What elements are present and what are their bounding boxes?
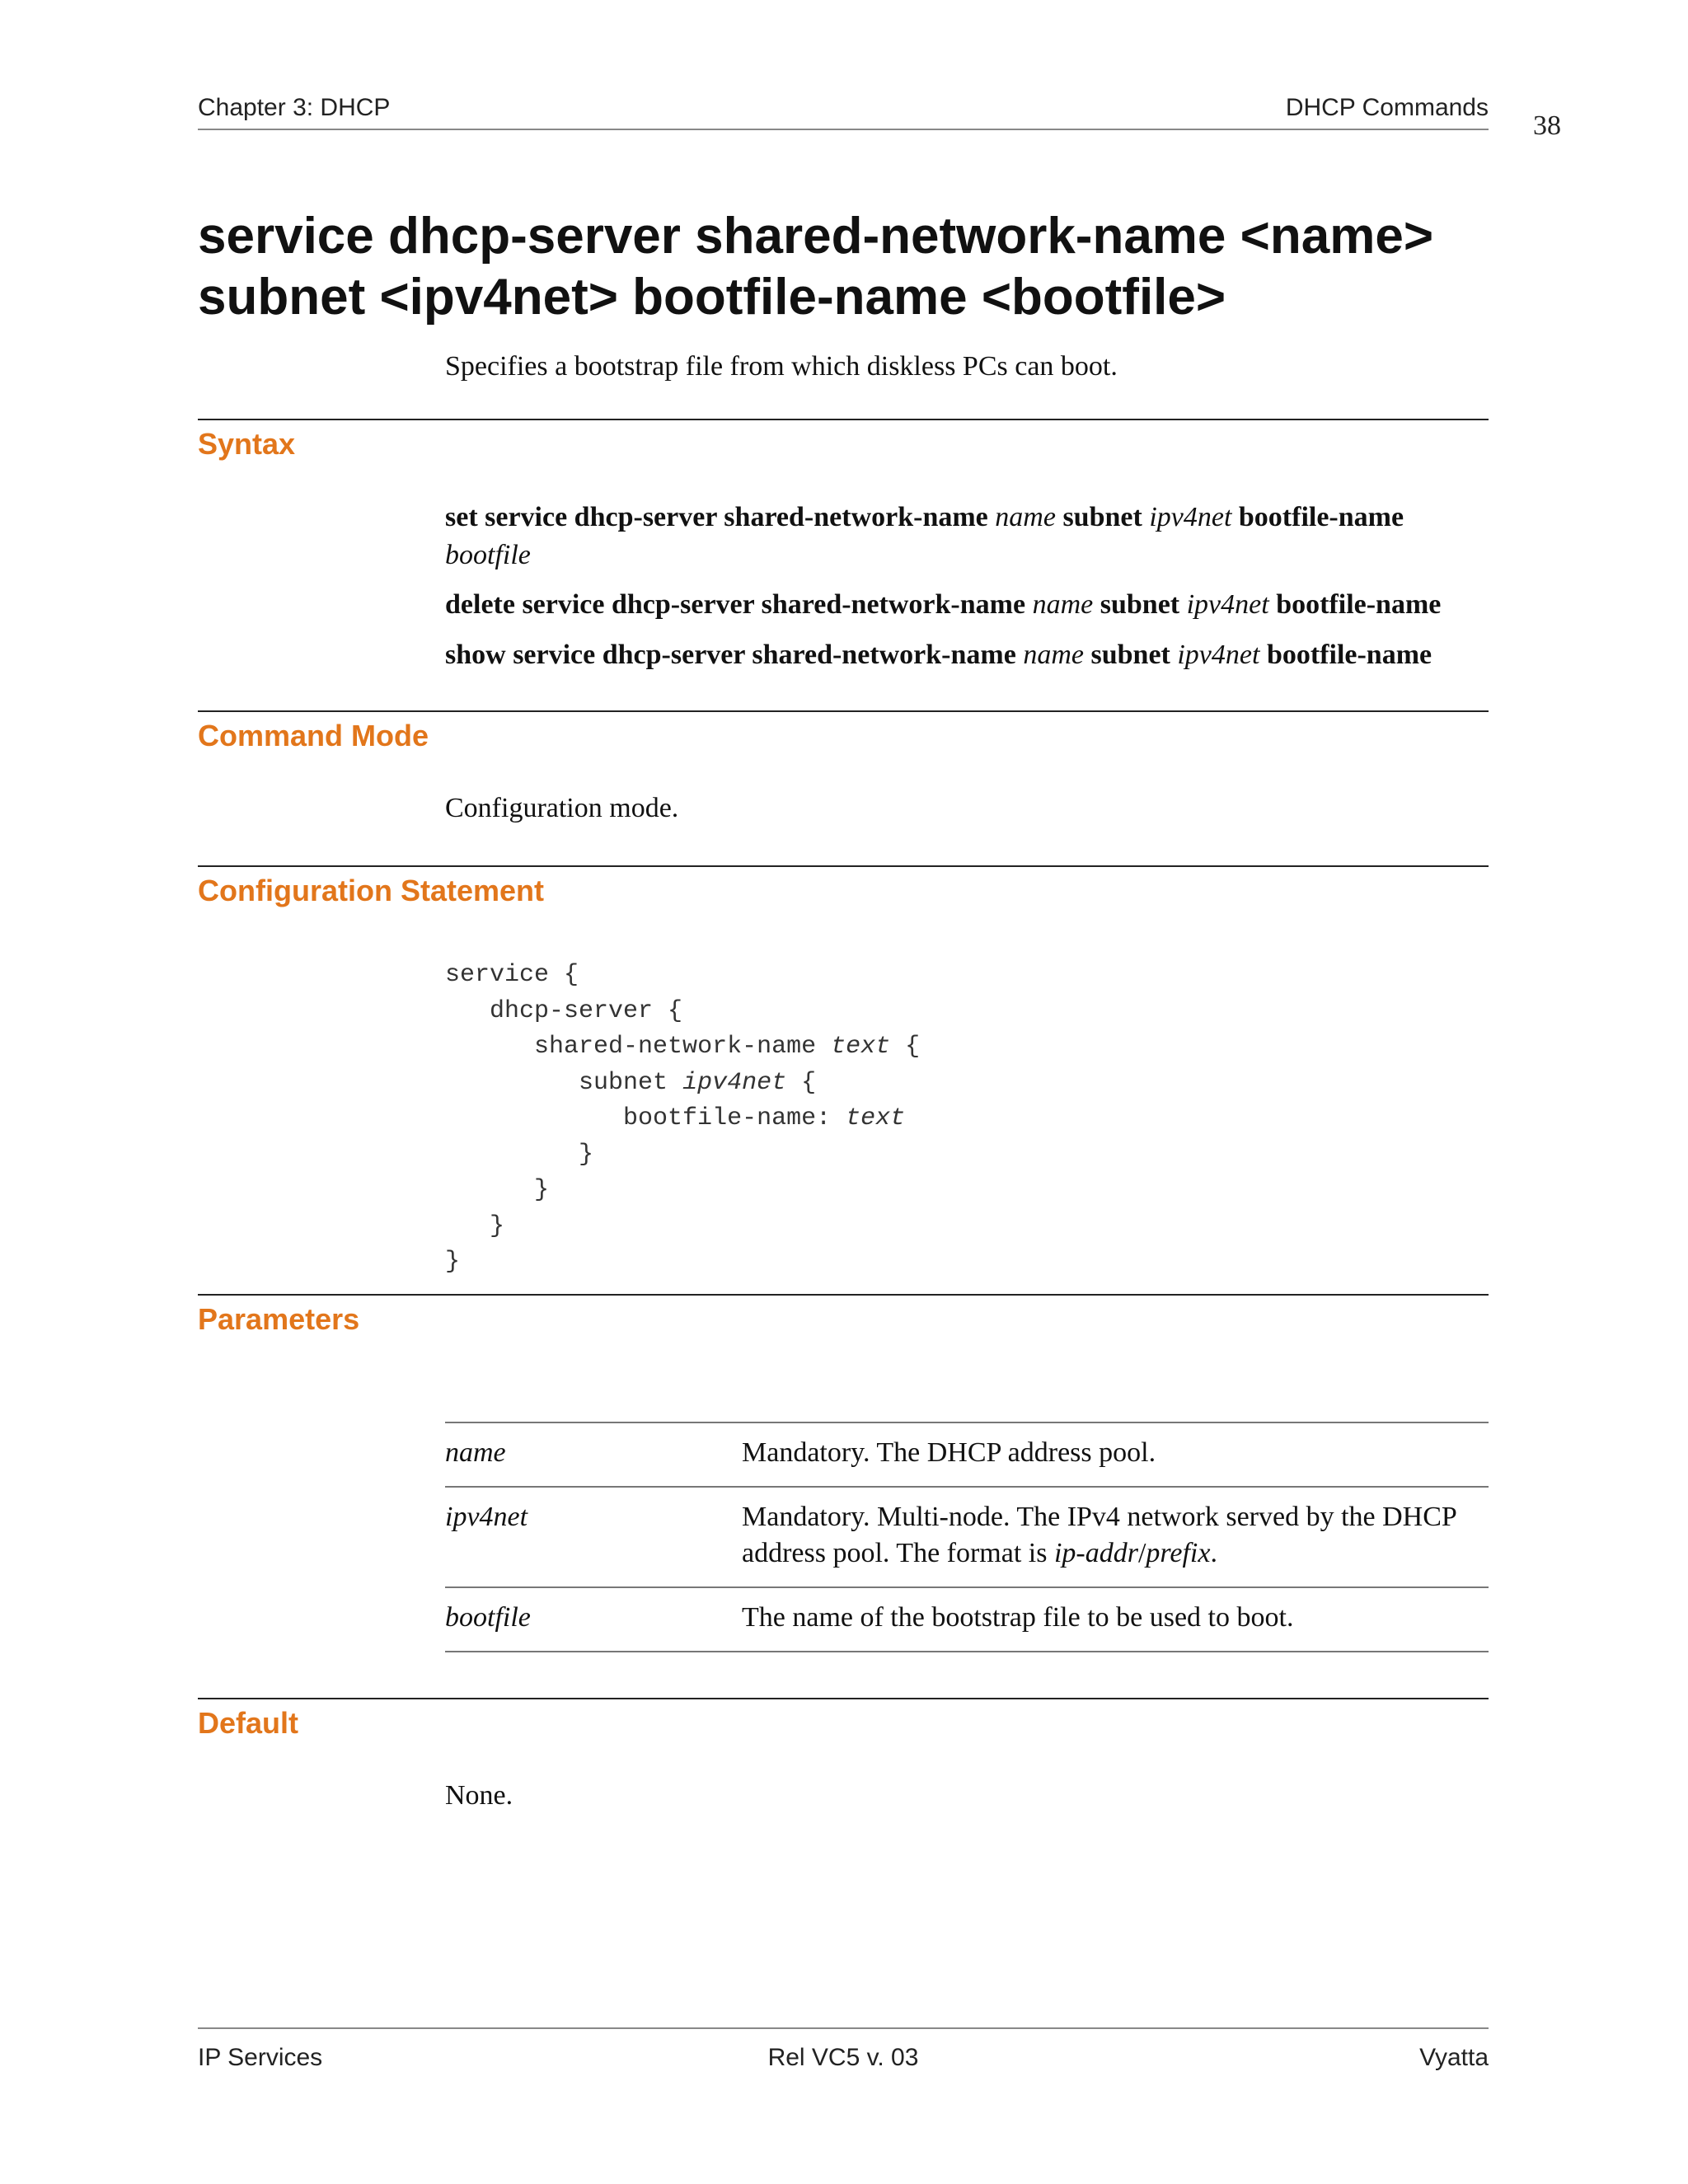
param-name: bootfile — [445, 1602, 531, 1633]
table-row — [445, 1587, 1489, 1652]
footer-book-title: IP Services — [198, 2044, 323, 2071]
command-mode-text: Configuration mode. — [445, 793, 679, 823]
section-heading-configuration-statement: Configuration Statement — [198, 874, 544, 907]
section-heading-syntax: Syntax — [198, 427, 296, 461]
footer-release: Rel VC5 v. 03 — [767, 2044, 919, 2071]
section-divider — [198, 419, 1489, 420]
syntax-show: show service dhcp-server shared-network-name name subnet ipv4net bootfile-name — [445, 640, 1432, 670]
parameters-table — [445, 1422, 1489, 1652]
page-title — [198, 206, 1500, 328]
syntax-set: set service dhcp-server shared-network-name name subnet ipv4net bootfile-name bootfile — [445, 502, 1404, 570]
chapter-label: Chapter 3: DHCP — [198, 94, 391, 121]
section-heading-default: Default — [198, 1706, 299, 1740]
param-description: Mandatory. Multi-node. The IPv4 network served by the DHCP address pool. The format is ip-addr/prefix. — [742, 1502, 1456, 1568]
section-divider — [198, 1698, 1489, 1699]
section-heading-parameters: Parameters — [198, 1302, 360, 1336]
page-footer — [198, 2027, 1489, 2079]
param-description: The name of the bootstrap file to be used to boot. — [742, 1602, 1294, 1633]
param-name: ipv4net — [445, 1502, 528, 1532]
configuration-statement-code: service { dhcp-server { shared-network-name text { subnet ipv4net { bootfile-name: text } } } } — [445, 961, 921, 1276]
section-divider — [198, 1294, 1489, 1296]
param-description: Mandatory. The DHCP address pool. — [742, 1437, 1156, 1468]
title-line-1: service dhcp-server shared-network-name <name> — [198, 208, 1434, 265]
section-divider — [198, 710, 1489, 712]
section-label: DHCP Commands — [1285, 94, 1489, 121]
table-row — [445, 1422, 1489, 1487]
page-header — [198, 89, 1489, 130]
page-number: 38 — [1533, 110, 1561, 141]
section-divider — [198, 865, 1489, 867]
title-line-2: subnet <ipv4net> bootfile-name <bootfile> — [198, 269, 1226, 326]
default-text: None. — [445, 1780, 513, 1811]
command-summary: Specifies a bootstrap file from which diskless PCs can boot. — [445, 351, 1118, 382]
table-row — [445, 1487, 1489, 1587]
param-name: name — [445, 1437, 506, 1468]
footer-company: Vyatta — [1419, 2044, 1489, 2071]
section-heading-command-mode: Command Mode — [198, 719, 429, 752]
syntax-delete: delete service dhcp-server shared-network-name name subnet ipv4net bootfile-name — [445, 589, 1442, 620]
